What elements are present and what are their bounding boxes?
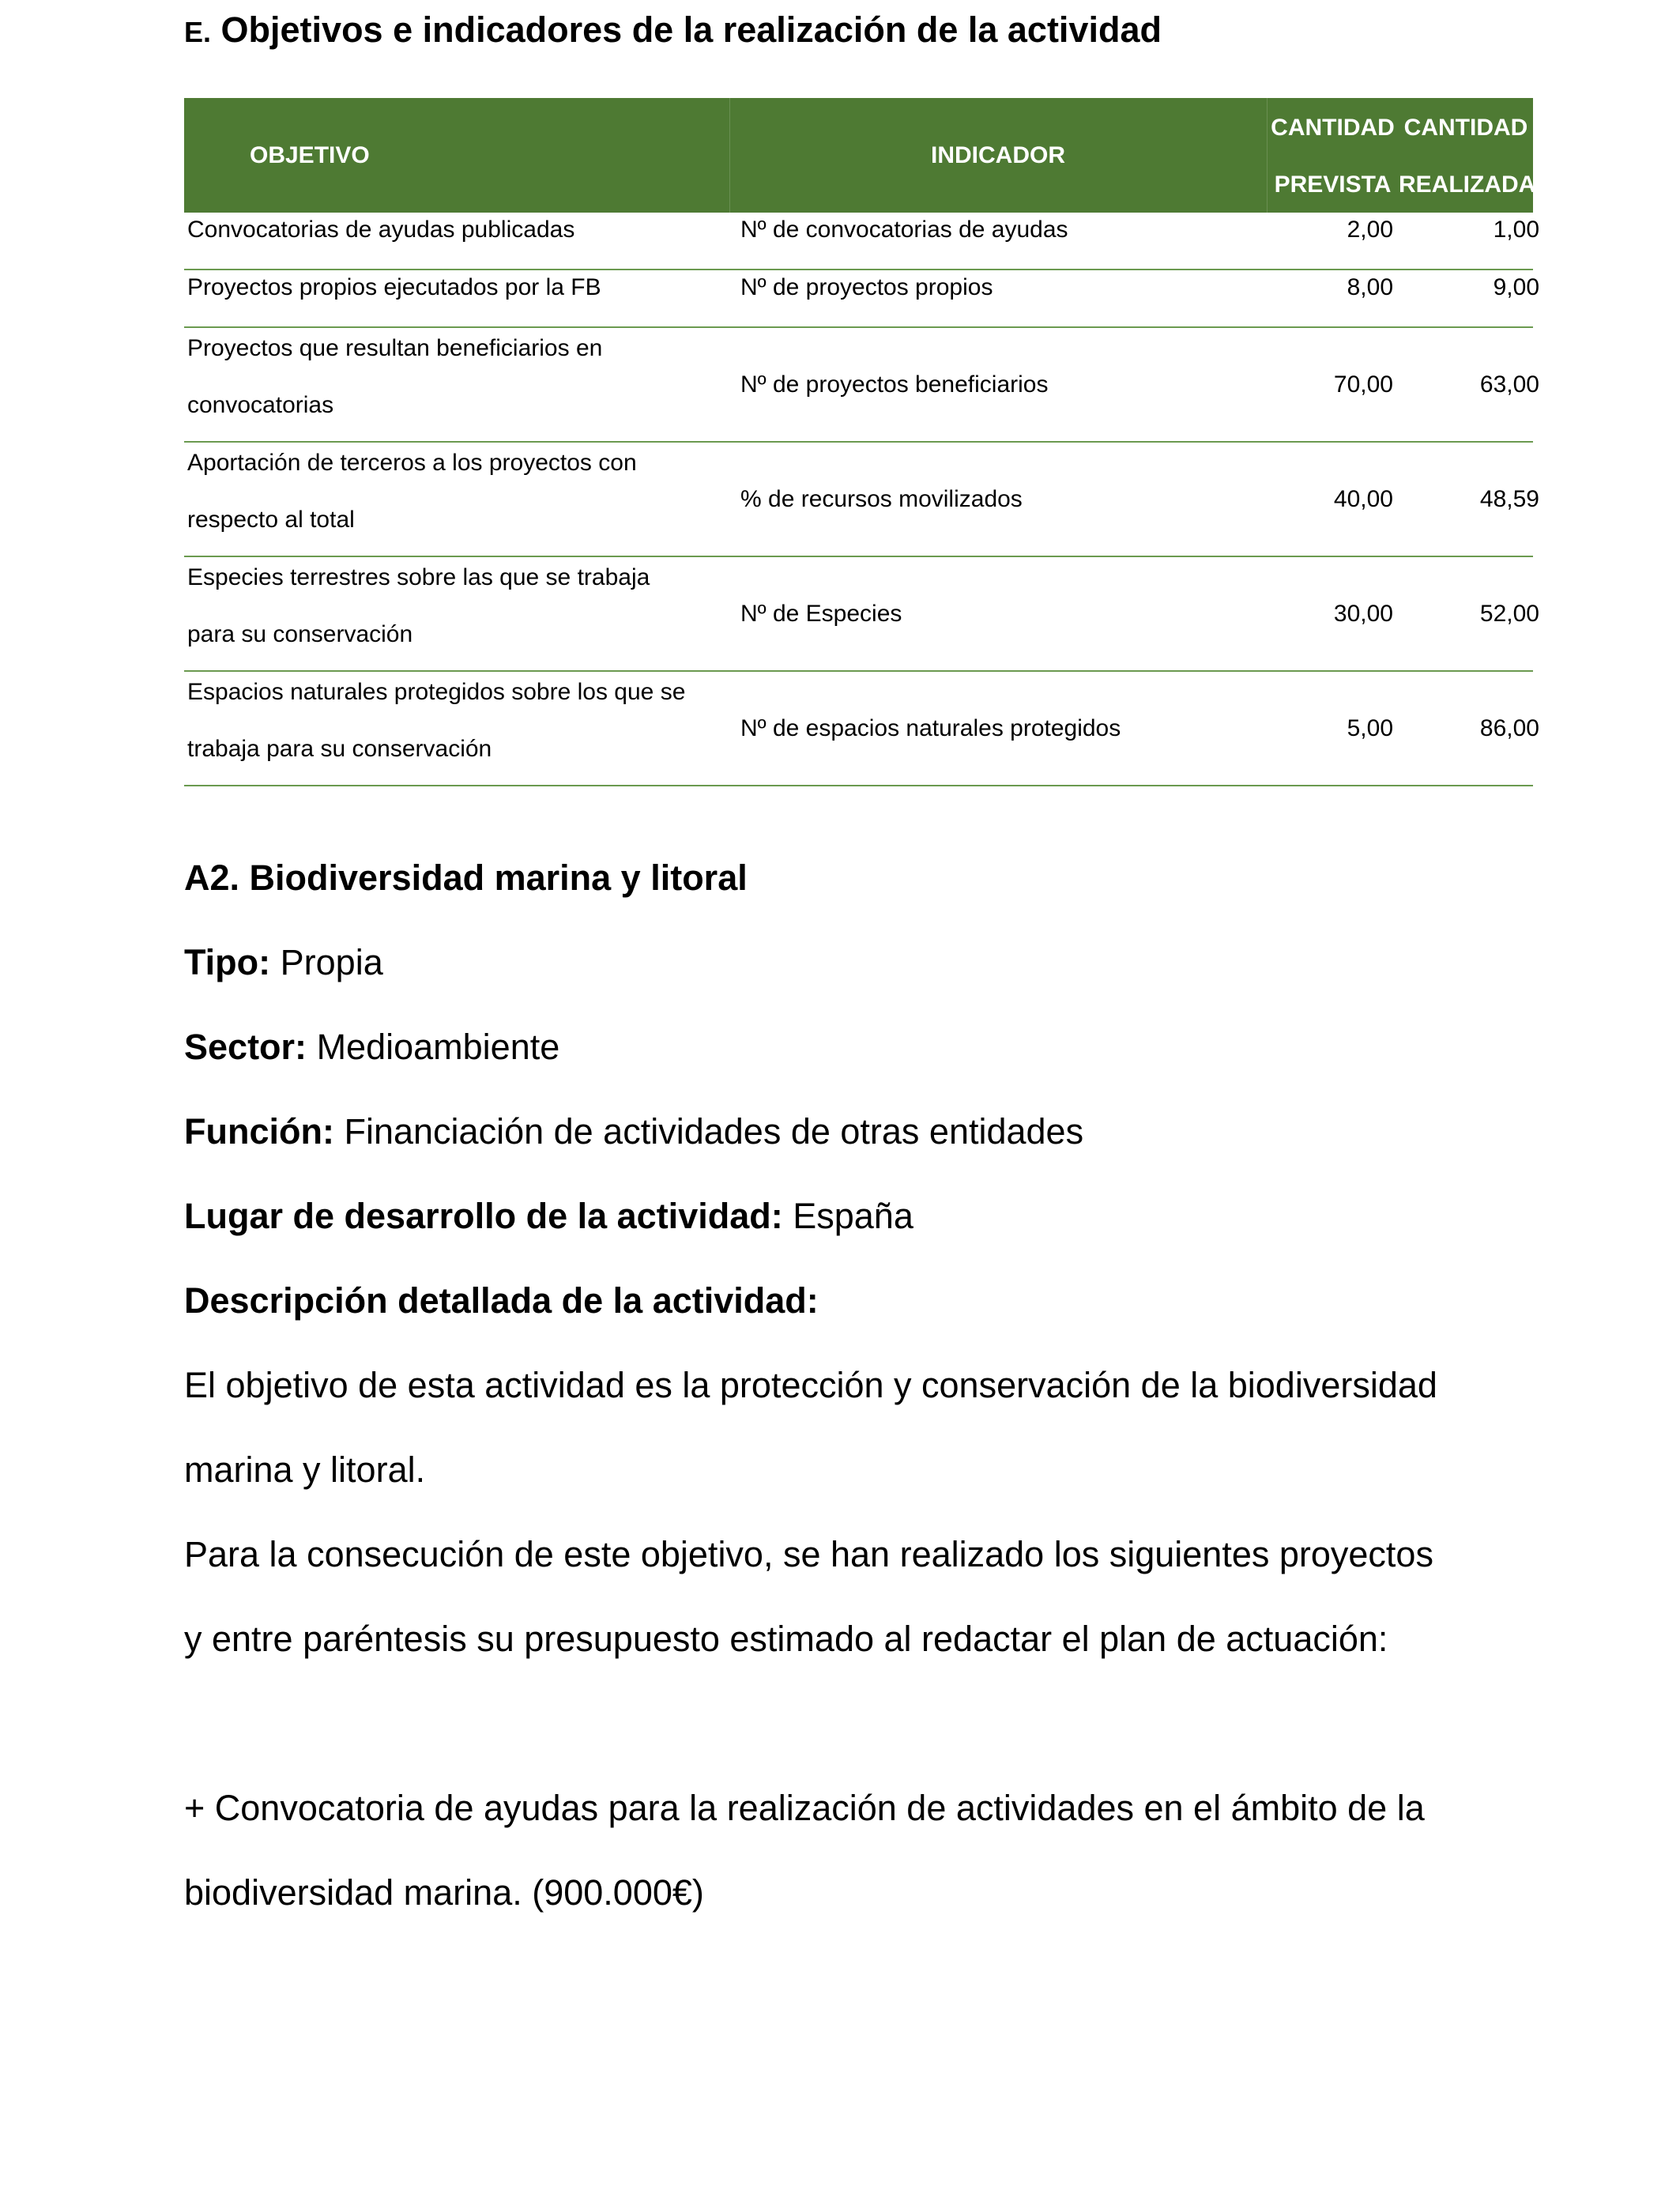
cell-objetivo [187,549,733,663]
lugar-value: España [793,1196,913,1236]
cell-objetivo-line2: trabaja para su conservación [187,736,492,762]
cell-prevista: 30,00 [1333,601,1393,627]
blank-line [184,1695,1543,1780]
cell-objetivo-line1: Aportación de terceros a los proyectos con [187,450,637,476]
cell-indicador: Nº de proyectos beneficiarios [740,371,1049,398]
cell-prevista: 40,00 [1333,486,1393,512]
cell-objetivo-line2: convocatorias [187,392,334,418]
lugar-line [184,1188,1543,1272]
paragraph-1-line1: El objetivo de esta actividad es la protección y conservación de la biodiversidad [184,1365,1437,1405]
funcion-value: Financiación de actividades de otras entidades [344,1111,1084,1152]
cell-objetivo [187,435,733,548]
cell-objetivo-line1: Espacios naturales protegidos sobre los que se [187,679,686,705]
funcion-line [184,1103,1543,1188]
lugar-label: Lugar de desarrollo de la actividad: [184,1196,783,1236]
sector-label: Sector: [184,1027,307,1067]
cell-prevista: 8,00 [1347,274,1393,300]
section-a2 [184,850,1543,1949]
header-indicador [729,98,1268,213]
cell-realizada: 48,59 [1479,486,1539,512]
cell-realizada: 63,00 [1479,371,1539,398]
cell-indicador: Nº de espacios naturales protegidos [740,715,1121,741]
cell-indicador: Nº de proyectos propios [740,274,993,300]
cell-realizada: 86,00 [1479,715,1539,741]
tipo-value: Propia [280,942,383,982]
header-prevista-line1: CANTIDAD [1271,115,1395,141]
tipo-line [184,934,1543,1019]
cell-indicador: Nº de Especies [740,601,902,627]
section-e-prefix: E. [184,16,212,48]
cell-objetivo-line1: Proyectos que resultan beneficiarios en [187,335,603,361]
header-realizada-line1: CANTIDAD [1403,115,1528,141]
header-objetivo [184,98,730,213]
sector-value: Medioambiente [316,1027,560,1067]
table-row [184,443,1539,557]
cell-realizada: 9,00 [1493,274,1539,300]
cell-prevista: 2,00 [1347,217,1393,243]
paragraph-2-line2: y entre paréntesis su presupuesto estimado al redactar el plan de actuación: [184,1619,1388,1659]
cell-realizada: 1,00 [1493,217,1539,243]
section-e-title [184,9,1162,51]
paragraph-2-line1: Para la consecución de este objetivo, se han realizado los siguientes proyectos [184,1534,1433,1574]
cell-objetivo [187,320,733,434]
table-row [184,672,1539,786]
cell-realizada: 52,00 [1479,601,1539,627]
header-cantidad-realizada [1399,98,1536,213]
header-realizada-label [1399,100,1536,213]
cell-objetivo: Convocatorias de ayudas publicadas [187,217,575,243]
header-realizada-line2: REALIZADA [1399,172,1536,198]
sector-line [184,1019,1543,1103]
cell-objetivo-line2: para su conservación [187,621,413,647]
cell-objetivo [187,664,733,778]
project-item-line2: biodiversidad marina. (900.000€) [184,1872,704,1913]
tipo-label: Tipo: [184,942,271,982]
cell-objetivo: Proyectos propios ejecutados por la FB [187,274,601,300]
table-header [184,98,1536,213]
funcion-label: Función: [184,1111,334,1152]
cell-indicador: % de recursos movilizados [740,486,1023,512]
cell-objetivo-line1: Especies terrestres sobre las que se trabaja [187,564,650,590]
cell-indicador: Nº de convocatorias de ayudas [740,217,1068,243]
header-indicador-label: INDICADOR [931,141,1065,168]
descripcion-label: Descripción detallada de la actividad: [184,1280,819,1321]
cell-prevista: 70,00 [1333,371,1393,398]
section-a2-heading: A2. Biodiversidad marina y litoral [184,858,748,898]
cell-objetivo-line2: respecto al total [187,507,355,533]
header-objetivo-label: OBJETIVO [250,141,370,168]
objectives-table [184,98,1539,786]
header-prevista-label [1267,100,1399,213]
project-item-line1: + Convocatoria de ayudas para la realización de actividades en el ámbito de la [184,1788,1425,1828]
paragraph-1-line2: marina y litoral. [184,1449,426,1490]
table-row [184,557,1539,672]
header-prevista-line2: PREVISTA [1274,172,1392,198]
section-e-title-text: Objetivos e indicadores de la realización de la actividad [220,9,1162,50]
table-row [184,328,1539,443]
header-cantidad-prevista [1267,98,1399,213]
cell-prevista: 5,00 [1347,715,1393,741]
